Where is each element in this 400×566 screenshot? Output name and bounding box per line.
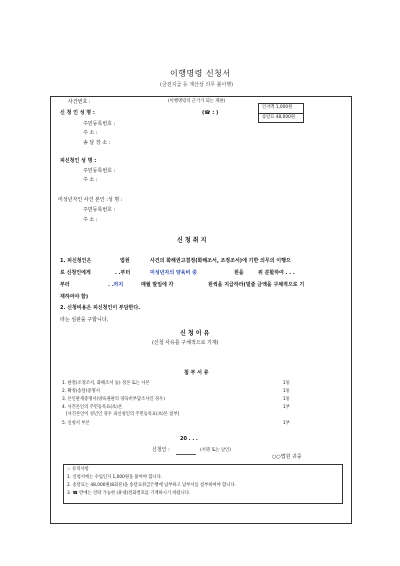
signature-date: 20 . . . bbox=[180, 436, 198, 442]
purpose-line2-b: . .부터 bbox=[115, 270, 131, 276]
minor-label: 미성년자인 사건 본인 : bbox=[58, 197, 108, 203]
notes-box bbox=[63, 464, 343, 504]
attachment-item: 1. 판결(조정조서, 화해조서 등) 정본 또는 사본 bbox=[62, 381, 150, 386]
fee-box bbox=[258, 103, 304, 123]
purpose-line3-d: 원씩을 지급하라(밑줄 금액을 구체적으로 기 bbox=[208, 282, 305, 288]
respondent-name-label: 피신청인 성 명 : bbox=[60, 158, 97, 164]
attachment-qty: 1통 bbox=[283, 397, 290, 402]
purpose-line3-a: 부터 bbox=[60, 282, 70, 288]
purpose-line2-e: 위 분할하여 . . . bbox=[258, 270, 295, 276]
court-name: ○○법원 귀중 bbox=[272, 454, 302, 460]
respondent-address-label: 주 소 : bbox=[83, 177, 98, 183]
form-title: 이행명령 신청서 bbox=[170, 69, 231, 78]
purpose-line1-a: 1. 피신청인은 bbox=[60, 258, 92, 264]
purpose-heading: 신 청 취 지 bbox=[177, 237, 207, 244]
attachment-item: 5. 신청서 부본 bbox=[62, 421, 90, 426]
purpose-line2-c: 미성년자의 양육비 중 bbox=[150, 270, 197, 276]
applicant-address-label: 주 소 : bbox=[83, 130, 98, 136]
signature-seal-hint: (서명 또는 날인) bbox=[200, 448, 231, 453]
attachments-heading: 첨 부 서 류 bbox=[184, 370, 209, 376]
note-item: 2. 송달료는 48,000원(8회분)을 송달료취급은행에 납부하고 납부서를 첨부하여야 합니다. bbox=[67, 483, 236, 488]
signature-applicant-label: 신청인 : bbox=[152, 447, 170, 453]
attachment-item: [사건본인이 성년인 경우 피신청인의 주민등록표(초)본 첨부] bbox=[66, 412, 180, 417]
purpose-line2-a: 로 신청인에게 bbox=[60, 270, 91, 276]
case-basis-note: (이행명령의 근거가 되는 재판) bbox=[168, 99, 226, 104]
note-item: 3. ☎ 란에는 연락 가능한 (휴대)전화번호를 기재하시기 바랍니다. bbox=[67, 491, 191, 496]
case-number-label: 사건번호 : bbox=[68, 99, 91, 105]
purpose-line2-d: 원을 bbox=[234, 270, 244, 276]
applicant-name-label: 신 청 인 성 명 : bbox=[60, 110, 95, 116]
attachment-qty: 1부 bbox=[283, 421, 290, 426]
respondent-id-label: 주민등록번호 : bbox=[83, 168, 116, 174]
stamp-tax: 인지액 1,000원 bbox=[262, 105, 293, 110]
purpose-line5: 2. 신청비용은 피신청인이 부담한다. bbox=[60, 305, 141, 311]
notes-title: ☞ 유의사항 bbox=[67, 467, 89, 472]
delivery-fee: 송달료 48,000원 bbox=[262, 115, 296, 120]
purpose-line1-c: 사건의 화해권고결정(화해조서, 조정조서)에 기한 의무의 이행으 bbox=[150, 258, 291, 264]
purpose-line6: 라는 심판을 구합니다. bbox=[60, 317, 109, 323]
attachment-qty: 1통 bbox=[283, 389, 290, 394]
attachment-qty: 1부 bbox=[283, 405, 290, 410]
attachment-item: 2. 확정(송달)증명서 bbox=[62, 389, 100, 394]
purpose-line3-c: 매월 말일에 각 bbox=[141, 282, 174, 288]
purpose-line4: 재하여야 함) bbox=[60, 294, 89, 300]
minor-name-label: 성 명 : bbox=[108, 197, 123, 203]
attachment-qty: 1통 bbox=[283, 381, 290, 386]
reason-heading: 신 청 이 유 bbox=[180, 330, 210, 337]
attachment-item: 4. 사건본인의 주민등록표(초)본 bbox=[62, 405, 122, 410]
purpose-line3-b: . .까지 bbox=[108, 282, 124, 288]
attachment-item: 3. 본인관계증명서(양육권판의 양육비부담조사인 경우) bbox=[62, 397, 165, 402]
minor-address-label: 주 소 : bbox=[83, 217, 98, 223]
signature-line bbox=[176, 454, 196, 455]
applicant-phone-hint: (☎ : ) bbox=[202, 110, 219, 116]
note-item: 1. 신청서에는 수입인지 1,000원을 붙여야 합니다. bbox=[67, 475, 163, 480]
form-subtitle: (금전지급 등 재산상 의무 불이행) bbox=[160, 82, 234, 88]
minor-id-label: 주민등록번호 : bbox=[83, 207, 116, 213]
applicant-delivery-label: 송 달 장 소 : bbox=[83, 140, 111, 146]
reason-note: (신청 사유를 구체적으로 기재) bbox=[152, 340, 219, 346]
applicant-id-label: 주민등록번호 : bbox=[83, 121, 116, 127]
purpose-line1-b: 법원 bbox=[120, 258, 130, 264]
